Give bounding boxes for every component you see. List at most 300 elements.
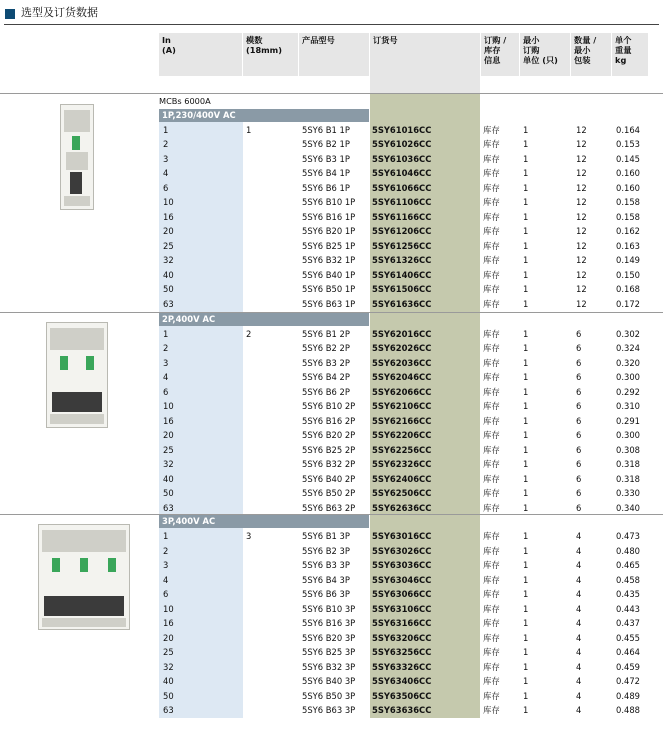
min-order-cell: 1 <box>523 386 529 397</box>
qty-cell: 12 <box>576 211 587 222</box>
weight-cell: 0.480 <box>616 545 640 556</box>
qty-cell: 4 <box>576 545 582 556</box>
min-order-cell: 1 <box>523 560 529 570</box>
section-label-2p: 2P,400V AC <box>159 313 369 326</box>
stock-cell: 库存 <box>483 647 500 657</box>
order-number-cell: 5SY62036CC <box>372 357 432 368</box>
stock-cell: 库存 <box>483 197 500 207</box>
weight-cell: 0.291 <box>616 415 640 426</box>
table-row <box>0 428 663 443</box>
in-cell: 1 <box>163 531 169 541</box>
min-order-cell: 1 <box>523 459 529 469</box>
header-min-order: 最小 订购 单位 (只) <box>520 33 570 76</box>
order-number-cell: 5SY62326CC <box>372 459 432 469</box>
stock-cell: 库存 <box>483 211 500 222</box>
weight-cell: 0.149 <box>616 255 640 265</box>
min-order-cell: 1 <box>523 328 529 339</box>
in-cell: 16 <box>163 211 174 222</box>
in-cell: 20 <box>163 226 174 236</box>
stock-cell: 库存 <box>483 226 500 236</box>
weight-cell: 0.488 <box>616 705 640 715</box>
order-number-cell: 5SY63026CC <box>372 545 432 556</box>
in-cell: 16 <box>163 415 174 426</box>
stock-cell: 库存 <box>483 153 500 164</box>
weight-cell: 0.300 <box>616 430 640 440</box>
table-row <box>0 457 663 472</box>
table-row <box>0 181 663 196</box>
in-cell: 1 <box>163 124 169 135</box>
qty-cell: 12 <box>576 255 587 265</box>
in-cell: 3 <box>163 357 169 368</box>
table-row <box>0 703 663 718</box>
type-cell: 5SY6 B63 2P <box>302 502 356 513</box>
qty-cell: 4 <box>576 618 582 628</box>
table-row <box>0 472 663 487</box>
weight-cell: 0.153 <box>616 139 640 149</box>
min-order-cell: 1 <box>523 632 529 643</box>
type-cell: 5SY6 B25 2P <box>302 444 356 455</box>
min-order-cell: 1 <box>523 211 529 222</box>
qty-cell: 6 <box>576 415 582 426</box>
weight-cell: 0.164 <box>616 124 640 135</box>
weight-cell: 0.330 <box>616 488 640 498</box>
weight-cell: 0.437 <box>616 618 640 628</box>
order-number-cell: 5SY62106CC <box>372 401 432 411</box>
weight-cell: 0.172 <box>616 298 640 309</box>
in-cell: 32 <box>163 459 174 469</box>
section-label-1p: 1P,230/400V AC <box>159 109 369 122</box>
stock-cell: 库存 <box>483 182 500 193</box>
header-weight: 单个 重量 kg <box>612 33 648 76</box>
min-order-cell: 1 <box>523 705 529 715</box>
order-number-cell: 5SY63636CC <box>372 705 432 715</box>
in-cell: 10 <box>163 197 174 207</box>
in-cell: 4 <box>163 372 169 382</box>
type-cell: 5SY6 B6 3P <box>302 589 350 599</box>
header-in: In (A) <box>159 33 242 76</box>
type-cell: 5SY6 B2 3P <box>302 545 350 556</box>
order-number-cell: 5SY61206CC <box>372 226 432 236</box>
type-cell: 5SY6 B1 2P <box>302 328 350 339</box>
in-cell: 2 <box>163 139 169 149</box>
qty-cell: 12 <box>576 269 587 280</box>
table-row <box>0 573 663 588</box>
type-cell: 5SY6 B4 2P <box>302 372 350 382</box>
type-cell: 5SY6 B20 3P <box>302 632 356 643</box>
stock-cell: 库存 <box>483 618 500 628</box>
in-cell: 50 <box>163 690 174 701</box>
weight-cell: 0.163 <box>616 240 640 251</box>
min-order-cell: 1 <box>523 168 529 178</box>
min-order-cell: 1 <box>523 284 529 294</box>
type-cell: 5SY6 B20 1P <box>302 226 356 236</box>
type-cell: 5SY6 B1 3P <box>302 531 350 541</box>
min-order-cell: 1 <box>523 357 529 368</box>
stock-cell: 库存 <box>483 401 500 411</box>
type-cell: 5SY6 B16 2P <box>302 415 356 426</box>
qty-cell: 12 <box>576 139 587 149</box>
type-cell: 5SY6 B20 2P <box>302 430 356 440</box>
type-cell: 5SY6 B10 1P <box>302 197 356 207</box>
in-cell: 20 <box>163 632 174 643</box>
type-cell: 5SY6 B32 1P <box>302 255 356 265</box>
in-cell: 40 <box>163 269 174 280</box>
weight-cell: 0.458 <box>616 574 640 585</box>
header-stock: 订购 / 库存 信息 <box>481 33 519 76</box>
order-number-cell: 5SY61406CC <box>372 269 432 280</box>
type-cell: 5SY6 B3 2P <box>302 357 350 368</box>
stock-cell: 库存 <box>483 705 500 715</box>
qty-cell: 6 <box>576 343 582 353</box>
min-order-cell: 1 <box>523 343 529 353</box>
qty-cell: 6 <box>576 488 582 498</box>
stock-cell: 库存 <box>483 298 500 309</box>
weight-cell: 0.489 <box>616 690 640 701</box>
table-row <box>0 166 663 181</box>
order-number-cell: 5SY61046CC <box>372 168 432 178</box>
type-cell: 5SY6 B40 1P <box>302 269 356 280</box>
table-row <box>0 195 663 210</box>
section-divider-1 <box>0 93 663 94</box>
header-modules: 模数 (18mm) <box>243 33 298 76</box>
table-row <box>0 529 663 544</box>
order-number-cell: 5SY63066CC <box>372 589 432 599</box>
order-number-cell: 5SY61256CC <box>372 240 432 251</box>
weight-cell: 0.160 <box>616 182 640 193</box>
qty-cell: 6 <box>576 328 582 339</box>
stock-cell: 库存 <box>483 545 500 556</box>
table-row <box>0 370 663 385</box>
min-order-cell: 1 <box>523 531 529 541</box>
order-number-cell: 5SY62406CC <box>372 473 432 484</box>
weight-cell: 0.292 <box>616 386 640 397</box>
in-cell: 63 <box>163 502 174 513</box>
table-row <box>0 486 663 501</box>
weight-cell: 0.168 <box>616 284 640 294</box>
stock-cell: 库存 <box>483 386 500 397</box>
min-order-cell: 1 <box>523 574 529 585</box>
order-number-cell: 5SY63206CC <box>372 632 432 643</box>
order-number-cell: 5SY62506CC <box>372 488 432 498</box>
min-order-cell: 1 <box>523 647 529 657</box>
stock-cell: 库存 <box>483 372 500 382</box>
stock-cell: 库存 <box>483 240 500 251</box>
min-order-cell: 1 <box>523 488 529 498</box>
in-cell: 32 <box>163 661 174 672</box>
table-row <box>0 660 663 675</box>
weight-cell: 0.443 <box>616 603 640 614</box>
qty-cell: 4 <box>576 603 582 614</box>
order-number-cell: 5SY61016CC <box>372 124 432 135</box>
table-row <box>0 414 663 429</box>
type-cell: 5SY6 B3 3P <box>302 560 350 570</box>
weight-cell: 0.472 <box>616 676 640 686</box>
min-order-cell: 1 <box>523 603 529 614</box>
table-row <box>0 356 663 371</box>
header-order-no: 订货号 <box>370 33 480 93</box>
stock-cell: 库存 <box>483 168 500 178</box>
qty-cell: 12 <box>576 182 587 193</box>
qty-cell: 6 <box>576 459 582 469</box>
qty-cell: 12 <box>576 298 587 309</box>
qty-cell: 12 <box>576 168 587 178</box>
table-row <box>0 674 663 689</box>
min-order-cell: 1 <box>523 502 529 513</box>
stock-cell: 库存 <box>483 473 500 484</box>
weight-cell: 0.324 <box>616 343 640 353</box>
table-row <box>0 137 663 152</box>
table-row <box>0 282 663 297</box>
order-number-cell: 5SY62046CC <box>372 372 432 382</box>
table-row <box>0 224 663 239</box>
in-cell: 25 <box>163 240 174 251</box>
table-row <box>0 631 663 646</box>
qty-cell: 12 <box>576 153 587 164</box>
in-cell: 3 <box>163 153 169 164</box>
weight-cell: 0.464 <box>616 647 640 657</box>
stock-cell: 库存 <box>483 488 500 498</box>
order-number-cell: 5SY61166CC <box>372 211 432 222</box>
qty-cell: 6 <box>576 372 582 382</box>
type-cell: 5SY6 B16 1P <box>302 211 356 222</box>
weight-cell: 0.302 <box>616 328 640 339</box>
min-order-cell: 1 <box>523 255 529 265</box>
stock-cell: 库存 <box>483 357 500 368</box>
order-number-cell: 5SY61026CC <box>372 139 432 149</box>
table-row <box>0 689 663 704</box>
type-cell: 5SY6 B4 3P <box>302 574 350 585</box>
table-row <box>0 297 663 312</box>
min-order-cell: 1 <box>523 661 529 672</box>
stock-cell: 库存 <box>483 690 500 701</box>
qty-cell: 6 <box>576 357 582 368</box>
qty-cell: 6 <box>576 502 582 513</box>
min-order-cell: 1 <box>523 240 529 251</box>
qty-cell: 6 <box>576 444 582 455</box>
title-divider <box>4 24 659 25</box>
stock-cell: 库存 <box>483 139 500 149</box>
stock-cell: 库存 <box>483 343 500 353</box>
table-row <box>0 123 663 138</box>
order-number-cell: 5SY63506CC <box>372 690 432 701</box>
order-number-cell: 5SY63256CC <box>372 647 432 657</box>
order-number-cell: 5SY62166CC <box>372 415 432 426</box>
qty-cell: 4 <box>576 632 582 643</box>
stock-cell: 库存 <box>483 661 500 672</box>
min-order-cell: 1 <box>523 415 529 426</box>
order-number-cell: 5SY62206CC <box>372 430 432 440</box>
order-number-cell: 5SY63406CC <box>372 676 432 686</box>
order-number-cell: 5SY61036CC <box>372 153 432 164</box>
weight-cell: 0.158 <box>616 197 640 207</box>
qty-cell: 12 <box>576 226 587 236</box>
weight-cell: 0.145 <box>616 153 640 164</box>
in-cell: 40 <box>163 676 174 686</box>
weight-cell: 0.318 <box>616 473 640 484</box>
in-cell: 50 <box>163 284 174 294</box>
order-number-cell: 5SY61326CC <box>372 255 432 265</box>
stock-cell: 库存 <box>483 459 500 469</box>
order-number-cell: 5SY63326CC <box>372 661 432 672</box>
in-cell: 16 <box>163 618 174 628</box>
type-cell: 5SY6 B6 1P <box>302 182 350 193</box>
table-row <box>0 268 663 283</box>
stock-cell: 库存 <box>483 574 500 585</box>
header-type: 产品型号 <box>299 33 369 76</box>
weight-cell: 0.435 <box>616 589 640 599</box>
type-cell: 5SY6 B10 2P <box>302 401 356 411</box>
min-order-cell: 1 <box>523 444 529 455</box>
weight-cell: 0.162 <box>616 226 640 236</box>
min-order-cell: 1 <box>523 298 529 309</box>
in-cell: 10 <box>163 603 174 614</box>
order-number-cell: 5SY62026CC <box>372 343 432 353</box>
min-order-cell: 1 <box>523 473 529 484</box>
in-cell: 2 <box>163 545 169 556</box>
in-cell: 10 <box>163 401 174 411</box>
stock-cell: 库存 <box>483 415 500 426</box>
min-order-cell: 1 <box>523 197 529 207</box>
qty-cell: 4 <box>576 589 582 599</box>
in-cell: 4 <box>163 168 169 178</box>
type-cell: 5SY6 B16 3P <box>302 618 356 628</box>
min-order-cell: 1 <box>523 153 529 164</box>
type-cell: 5SY6 B63 3P <box>302 705 356 715</box>
qty-cell: 4 <box>576 647 582 657</box>
order-number-cell: 5SY62066CC <box>372 386 432 397</box>
type-cell: 5SY6 B32 2P <box>302 459 356 469</box>
order-number-cell: 5SY63166CC <box>372 618 432 628</box>
table-row <box>0 210 663 225</box>
stock-cell: 库存 <box>483 124 500 135</box>
in-cell: 20 <box>163 430 174 440</box>
table-row <box>0 616 663 631</box>
min-order-cell: 1 <box>523 690 529 701</box>
stock-cell: 库存 <box>483 632 500 643</box>
qty-cell: 12 <box>576 124 587 135</box>
table-row <box>0 544 663 559</box>
table-row <box>0 152 663 167</box>
stock-cell: 库存 <box>483 255 500 265</box>
modules-cell: 1 <box>246 124 252 135</box>
in-cell: 3 <box>163 560 169 570</box>
stock-cell: 库存 <box>483 676 500 686</box>
qty-cell: 4 <box>576 661 582 672</box>
weight-cell: 0.160 <box>616 168 640 178</box>
modules-cell: 2 <box>246 328 252 339</box>
in-cell: 6 <box>163 386 169 397</box>
order-number-cell: 5SY61066CC <box>372 182 432 193</box>
type-cell: 5SY6 B2 2P <box>302 343 350 353</box>
type-cell: 5SY6 B3 1P <box>302 153 350 164</box>
min-order-cell: 1 <box>523 676 529 686</box>
page-title: 选型及订货数据 <box>21 6 98 19</box>
series-label: MCBs 6000A <box>159 96 211 106</box>
weight-cell: 0.158 <box>616 211 640 222</box>
min-order-cell: 1 <box>523 430 529 440</box>
type-cell: 5SY6 B32 3P <box>302 661 356 672</box>
in-cell: 25 <box>163 647 174 657</box>
weight-cell: 0.300 <box>616 372 640 382</box>
stock-cell: 库存 <box>483 430 500 440</box>
type-cell: 5SY6 B50 1P <box>302 284 356 294</box>
stock-cell: 库存 <box>483 328 500 339</box>
in-cell: 50 <box>163 488 174 498</box>
stock-cell: 库存 <box>483 284 500 294</box>
table-row <box>0 443 663 458</box>
qty-cell: 6 <box>576 401 582 411</box>
qty-cell: 4 <box>576 531 582 541</box>
min-order-cell: 1 <box>523 182 529 193</box>
table-row <box>0 253 663 268</box>
stock-cell: 库存 <box>483 269 500 280</box>
type-cell: 5SY6 B40 2P <box>302 473 356 484</box>
weight-cell: 0.465 <box>616 560 640 570</box>
in-cell: 2 <box>163 343 169 353</box>
qty-cell: 4 <box>576 560 582 570</box>
type-cell: 5SY6 B50 2P <box>302 488 356 498</box>
qty-cell: 4 <box>576 574 582 585</box>
order-number-cell: 5SY63036CC <box>372 560 432 570</box>
qty-cell: 12 <box>576 197 587 207</box>
weight-cell: 0.459 <box>616 661 640 672</box>
table-row <box>0 645 663 660</box>
qty-cell: 6 <box>576 473 582 484</box>
title-square-icon <box>5 9 15 19</box>
order-number-cell: 5SY63046CC <box>372 574 432 585</box>
type-cell: 5SY6 B25 1P <box>302 240 356 251</box>
qty-cell: 12 <box>576 240 587 251</box>
type-cell: 5SY6 B40 3P <box>302 676 356 686</box>
stock-cell: 库存 <box>483 531 500 541</box>
type-cell: 5SY6 B50 3P <box>302 690 356 701</box>
min-order-cell: 1 <box>523 139 529 149</box>
in-cell: 6 <box>163 182 169 193</box>
in-cell: 40 <box>163 473 174 484</box>
in-cell: 25 <box>163 444 174 455</box>
order-number-cell: 5SY62016CC <box>372 328 432 339</box>
weight-cell: 0.308 <box>616 444 640 455</box>
in-cell: 63 <box>163 705 174 715</box>
type-cell: 5SY6 B25 3P <box>302 647 356 657</box>
type-cell: 5SY6 B10 3P <box>302 603 356 614</box>
section-label-3p: 3P,400V AC <box>159 515 369 528</box>
table-row <box>0 239 663 254</box>
order-number-cell: 5SY62636CC <box>372 502 432 513</box>
qty-cell: 4 <box>576 690 582 701</box>
weight-cell: 0.150 <box>616 269 640 280</box>
qty-cell: 6 <box>576 430 582 440</box>
type-cell: 5SY6 B4 1P <box>302 168 350 178</box>
title-bar <box>0 0 663 26</box>
min-order-cell: 1 <box>523 545 529 556</box>
qty-cell: 4 <box>576 676 582 686</box>
type-cell: 5SY6 B6 2P <box>302 386 350 397</box>
type-cell: 5SY6 B1 1P <box>302 124 350 135</box>
modules-cell: 3 <box>246 531 252 541</box>
in-cell: 1 <box>163 328 169 339</box>
min-order-cell: 1 <box>523 589 529 599</box>
qty-cell: 6 <box>576 386 582 397</box>
min-order-cell: 1 <box>523 372 529 382</box>
stock-cell: 库存 <box>483 560 500 570</box>
min-order-cell: 1 <box>523 226 529 236</box>
min-order-cell: 1 <box>523 618 529 628</box>
in-cell: 6 <box>163 589 169 599</box>
order-number-cell: 5SY63016CC <box>372 531 432 541</box>
qty-cell: 4 <box>576 705 582 715</box>
table-row <box>0 327 663 342</box>
